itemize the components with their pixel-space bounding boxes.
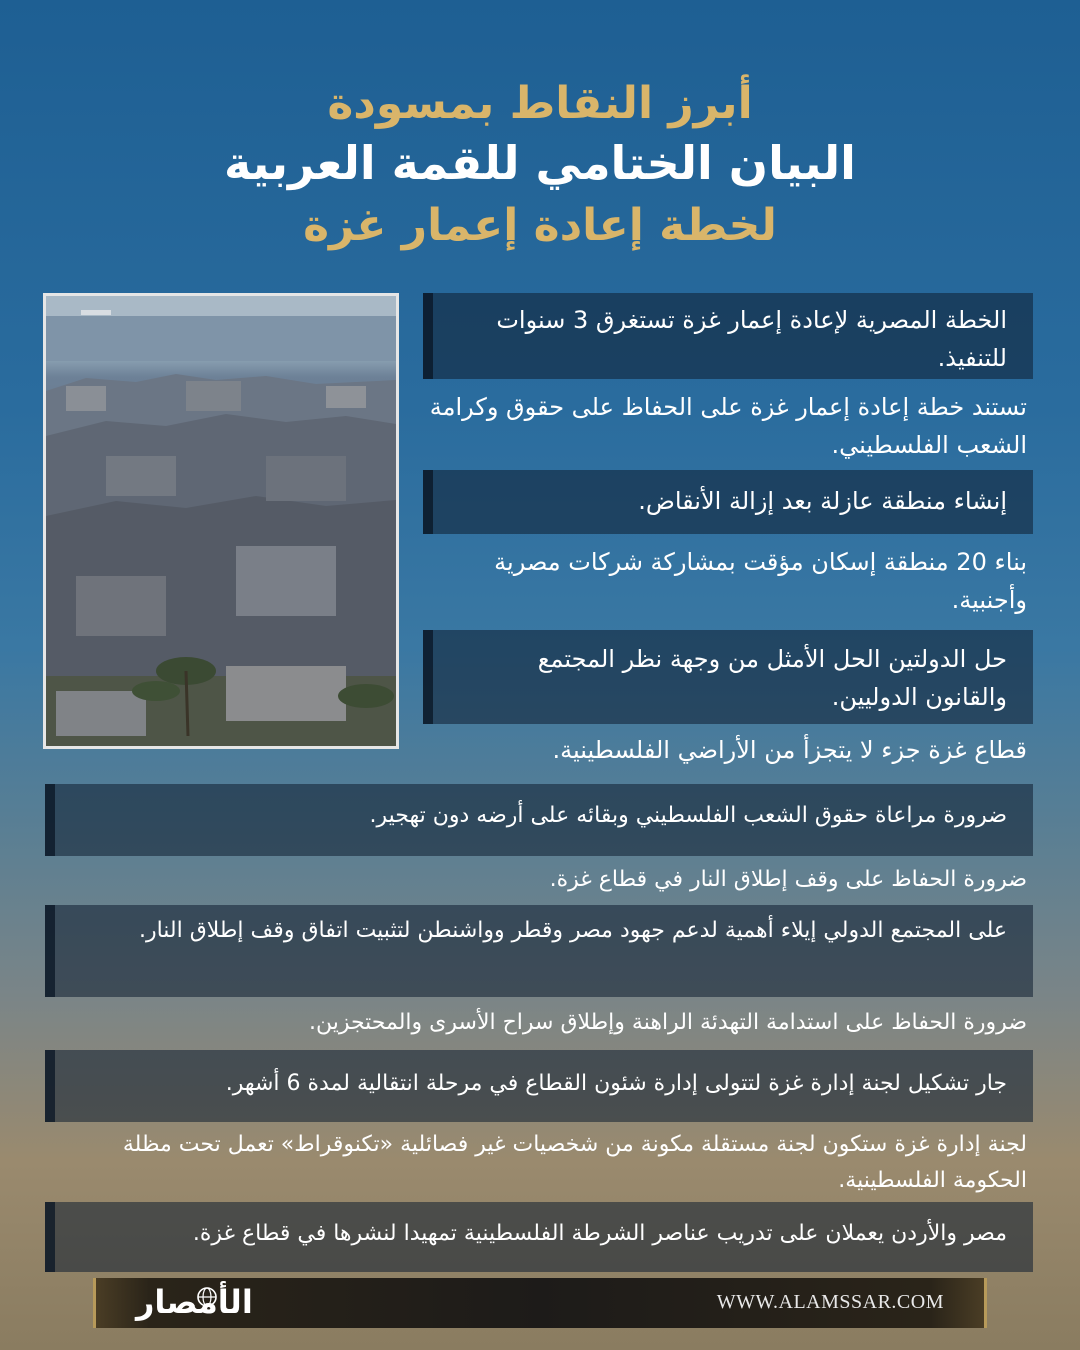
point-10 <box>45 1003 1033 1041</box>
point-1 <box>423 293 1033 379</box>
point-8 <box>45 862 1033 900</box>
point-2-text: تستند خطة إعادة إعمار غزة على الحفاظ على حقوق وكرامة الشعب الفلسطيني. <box>429 393 1027 459</box>
point-1-text: الخطة المصرية لإعادة إعمار غزة تستغرق 3 سنوات للتنفيذ. <box>496 306 1007 372</box>
point-4-text: بناء 20 منطقة إسكان مؤقت بمشاركة شركات مصرية وأجنبية. <box>494 548 1027 614</box>
point-13-text: مصر والأردن يعملان على تدريب عناصر الشرطة الفلسطينية تمهيدا لنشرها في قطاع غزة. <box>192 1221 1007 1246</box>
point-9 <box>45 905 1033 997</box>
point-5 <box>423 630 1033 724</box>
point-7-text: ضرورة مراعاة حقوق الشعب الفلسطيني وبقائه على أرضه دون تهجير. <box>369 803 1007 828</box>
point-2 <box>423 384 1033 468</box>
website-url[interactable]: WWW.ALAMSSAR.COM <box>716 1291 944 1313</box>
point-7 <box>45 784 1033 856</box>
globe-icon <box>196 1286 218 1308</box>
title-line-3: لخطة إعادة إعمار غزة <box>303 200 777 251</box>
rubble-illustration <box>46 296 396 746</box>
point-11-text: جار تشكيل لجنة إدارة غزة لتتولى إدارة شئون القطاع في مرحلة انتقالية لمدة 6 أشهر. <box>225 1071 1007 1096</box>
point-4 <box>423 541 1033 625</box>
point-8-text: ضرورة الحفاظ على وقف إطلاق النار في قطاع غزة. <box>549 867 1027 892</box>
point-10-text: ضرورة الحفاظ على استدامة التهدئة الراهنة وإطلاق سراح الأسرى والمحتجزين. <box>308 1010 1027 1035</box>
footer-bar <box>93 1278 987 1328</box>
point-3 <box>423 470 1033 534</box>
point-11 <box>45 1050 1033 1122</box>
title-line-1: أبرز النقاط بمسودة <box>327 78 753 129</box>
point-3-text: إنشاء منطقة عازلة بعد إزالة الأنقاض. <box>638 487 1007 515</box>
title-line-2: البيان الختامي للقمة العربية <box>224 136 856 190</box>
point-5-text: حل الدولتين الحل الأمثل من وجهة نظر المجتمع والقانون الدوليين. <box>537 645 1007 711</box>
alamssar-logo: الأمصار <box>136 1283 253 1321</box>
point-9-text: على المجتمع الدولي إيلاء أهمية لدعم جهود مصر وقطر وواشنطن لتثبيت اتفاق وقف إطلاق النار. <box>138 918 1007 943</box>
point-6 <box>423 731 1033 775</box>
point-12-text: لجنة إدارة غزة ستكون لجنة مستقلة مكونة من شخصيات غير فصائلية «تكنوقراط» تعمل تحت مظلة الحكومة الفلسطينية. <box>122 1132 1027 1193</box>
point-13 <box>45 1202 1033 1272</box>
gaza-destruction-photo <box>43 293 399 749</box>
point-6-text: قطاع غزة جزء لا يتجزأ من الأراضي الفلسطينية. <box>552 736 1027 764</box>
point-12 <box>45 1127 1033 1197</box>
